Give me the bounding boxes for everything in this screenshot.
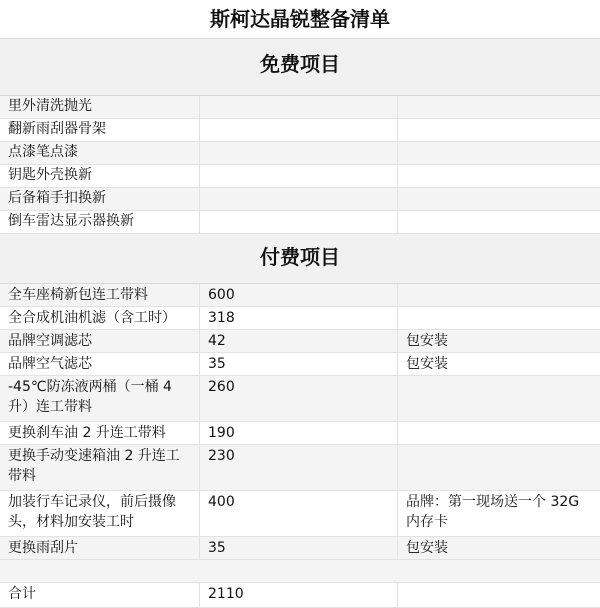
paid-item-note <box>398 376 600 421</box>
paid-item-row <box>0 353 600 376</box>
paid-item-name: 更换雨刮片 <box>0 537 200 559</box>
paid-item-note: 包安装 <box>406 356 448 372</box>
free-item-row <box>0 188 600 211</box>
paid-item-note: 包安装 <box>406 540 448 556</box>
paid-item-row <box>0 376 600 422</box>
free-item-name: 里外清洗抛光 <box>0 96 200 118</box>
free-item-row <box>0 165 600 188</box>
free-items-table <box>0 96 600 234</box>
paid-item-note <box>398 284 600 306</box>
paid-item-name: 更换手动变速箱油 2 升连工带料 <box>0 445 200 490</box>
paid-item-row <box>0 330 600 353</box>
paid-item-name: 加装行车记录仪，前后摄像头，材料加安装工时 <box>0 491 200 536</box>
paid-item-row <box>0 422 600 445</box>
paid-item-name: 品牌空调滤芯 <box>0 330 200 352</box>
paid-item-price: 35 <box>200 537 398 559</box>
paid-item-price: 230 <box>200 445 398 490</box>
paid-item-name: -45℃防冻液两桶（一桶 4 升）连工带料 <box>0 376 200 421</box>
free-section-header: 免费项目 <box>0 39 600 96</box>
paid-item-name: 全合成机油机滤（含工时） <box>0 307 200 329</box>
paid-item-name: 品牌空气滤芯 <box>0 353 200 375</box>
paid-item-price: 400 <box>200 491 398 536</box>
paid-item-row <box>0 307 600 330</box>
paid-item-row <box>0 445 600 491</box>
free-item-name: 点漆笔点漆 <box>0 142 200 164</box>
paid-item-name: 全车座椅新包连工带料 <box>0 284 200 306</box>
total-label: 合计 <box>0 583 200 607</box>
paid-item-price: 600 <box>200 284 398 306</box>
paid-item-price: 42 <box>200 330 398 352</box>
document-title: 斯柯达晶锐整备清单 <box>0 0 600 39</box>
blank-row <box>0 560 600 583</box>
paid-item-price: 260 <box>200 376 398 421</box>
paid-item-price: 35 <box>200 353 398 375</box>
free-item-name: 倒车雷达显示器换新 <box>0 211 200 233</box>
paid-item-row <box>0 491 600 537</box>
paid-items-table <box>0 284 600 608</box>
paid-item-price: 318 <box>200 307 398 329</box>
paid-section-header: 付费项目 <box>0 234 600 284</box>
paid-item-note <box>398 307 600 329</box>
total-row <box>0 583 600 608</box>
free-item-row <box>0 211 600 234</box>
free-item-name: 翻新雨刮器骨架 <box>0 119 200 141</box>
free-item-row <box>0 96 600 119</box>
total-value: 2110 <box>200 583 398 607</box>
paid-item-row <box>0 537 600 560</box>
paid-item-price: 190 <box>200 422 398 444</box>
paid-item-name: 更换刹车油 2 升连工带料 <box>0 422 200 444</box>
paid-item-note <box>398 445 600 490</box>
paid-item-note: 品牌：第一现场送一个 32G 内存卡 <box>406 494 580 530</box>
paid-item-note: 包安装 <box>406 333 448 349</box>
paid-item-row <box>0 284 600 307</box>
free-item-row <box>0 119 600 142</box>
paid-item-note <box>398 422 600 444</box>
free-item-row <box>0 142 600 165</box>
free-item-name: 钥匙外壳换新 <box>0 165 200 187</box>
free-item-name: 后备箱手扣换新 <box>0 188 200 210</box>
